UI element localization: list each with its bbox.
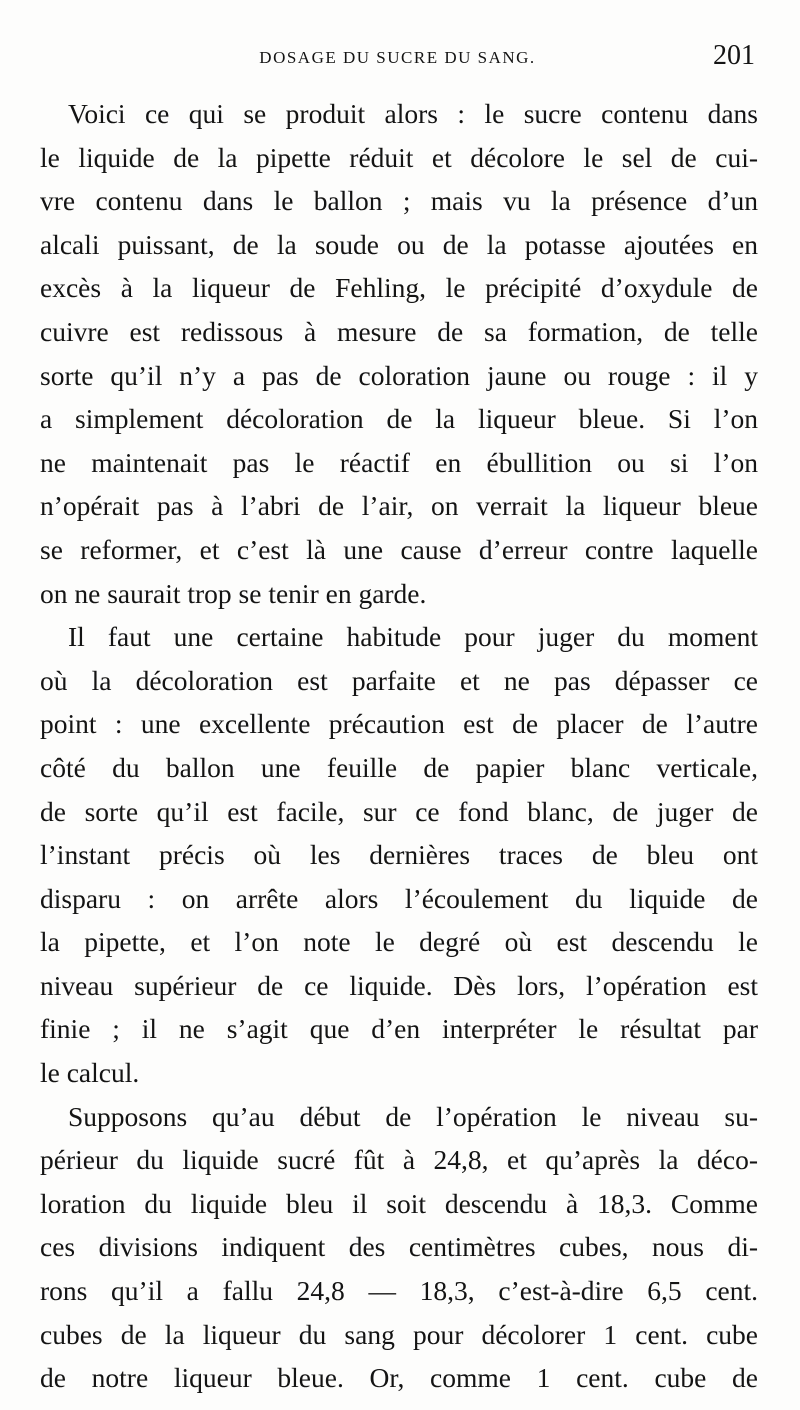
text-line: le liquide de la pipette réduit et décolore le sel de cui- [40,141,758,173]
text-line: excès à la liqueur de Fehling, le précipité d’oxydule de [40,272,758,304]
text-line: vre contenu dans le ballon ; mais vu la présence d’un [40,185,758,217]
text-line: disparu : on arrête alors l’écoulement du liquide de [40,882,758,914]
text-line: finie ; il ne s’agit que d’en interpréter le résultat par [40,1013,758,1045]
paragraph-1 [40,92,758,615]
text-line: le calcul. [40,1057,140,1089]
running-head [40,40,755,80]
text-line: on ne saurait trop se tenir en garde. [40,577,427,609]
text-line: ces divisions indiquent des centimètres cubes, nous di- [40,1231,758,1263]
running-title: DOSAGE DU SUCRE DU SANG. [259,48,536,67]
text-line: loration du liquide bleu il soit descendu à 18,3. Comme [40,1187,758,1219]
text-line: n’opérait pas à l’abri de l’air, on verrait la liqueur bleue [40,490,758,522]
text-line: la pipette, et l’on note le degré où est descendu le [40,926,758,958]
text-line: Supposons qu’au début de l’opération le niveau su- [68,1100,758,1132]
text-line: où la décoloration est parfaite et ne pas dépasser ce [40,664,758,696]
body-text [40,92,758,1400]
text-line: Voici ce qui se produit alors : le sucre contenu dans [68,98,758,129]
text-line: niveau supérieur de ce liquide. Dès lors, l’opération est [40,969,758,1001]
text-line: point : une excellente précaution est de placer de l’autre [40,708,758,740]
page-number: 201 [713,40,755,71]
text-line: ne maintenait pas le réactif en ébullition ou si l’on [40,446,758,478]
text-line: l’instant précis où les dernières traces de bleu ont [40,839,758,871]
paragraph-3 [40,1095,758,1400]
text-line: a simplement décoloration de la liqueur bleue. Si l’on [40,403,758,435]
text-line: se reformer, et c’est là une cause d’erreur contre laquelle [40,533,758,565]
text-line: cuivre est redissous à mesure de sa formation, de telle [40,315,758,347]
text-line: côté du ballon une feuille de papier blanc verticale, [40,751,758,783]
text-line: cubes de la liqueur du sang pour décolorer 1 cent. cube [40,1318,758,1350]
text-line: de sorte qu’il est facile, sur ce fond blanc, de juger de [40,795,758,827]
paragraph-2 [40,615,758,1095]
text-line: de notre liqueur bleue. Or, comme 1 cent. cube de [40,1362,758,1394]
text-line: sorte qu’il n’y a pas de coloration jaune ou rouge : il y [40,359,758,391]
text-line: alcali puissant, de la soude ou de la potasse ajoutées en [40,228,758,260]
text-line: rons qu’il a fallu 24,8 — 18,3, c’est-à-dire 6,5 cent. [40,1275,758,1307]
text-line: périeur du liquide sucré fût à 24,8, et qu’après la déco- [40,1144,758,1176]
text-line: Il faut une certaine habitude pour juger du moment [68,621,758,653]
